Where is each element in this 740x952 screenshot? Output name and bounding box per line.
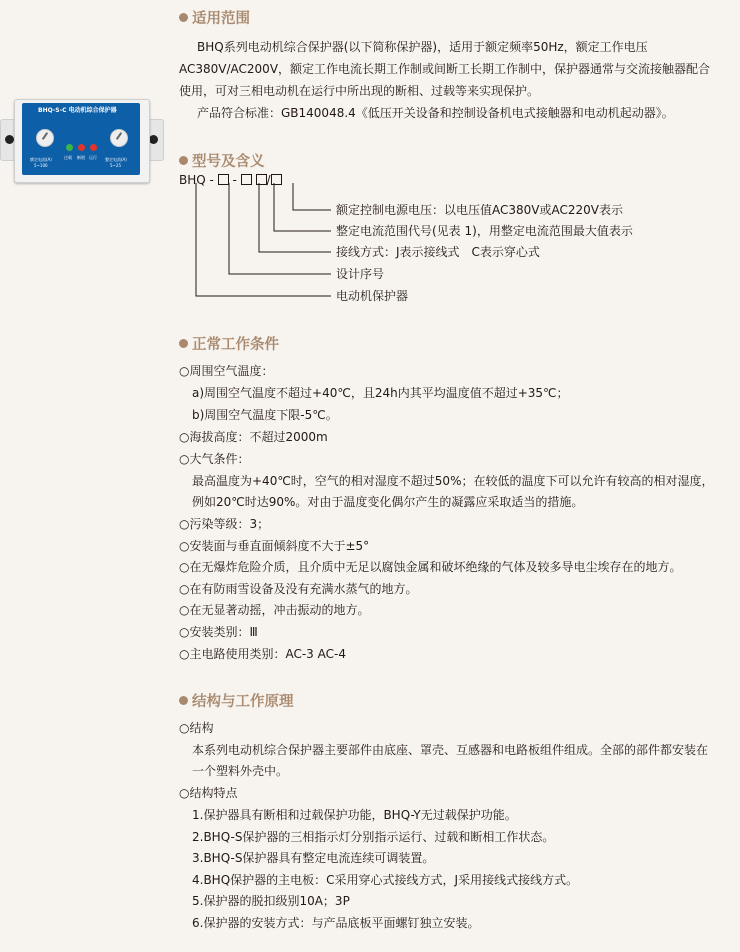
screw-hole-icon [5,135,14,144]
condition-line-5: ○大气条件： [179,452,250,466]
led-label-3: 运行 [89,155,97,160]
knob-left-label: 额定电流(A) [30,157,52,162]
model-code-sep: - [232,173,237,187]
device-panel [22,103,140,175]
bracket-line-3 [259,183,331,252]
condition-line-6: 最高温度为+40℃时，空气的相对湿度不超过50%；在较低的温度下可以允许有较高的相对湿度， [192,474,714,488]
condition-line-3: b)周围空气温度下限-5℃。 [192,408,338,422]
condition-line-13: ○安装类别：Ⅲ [179,625,258,639]
knob-right-label: 整定电流(A) [105,157,127,162]
bullet-dot-icon [179,339,188,348]
model-code-slash: / [266,173,271,187]
condition-line-7: 例如20℃时达90%。对由于温度变化偶尔产生的凝露应采取适当的措施。 [192,495,584,509]
condition-line-12: ○在无显著动摇，冲击振动的地方。 [179,603,370,617]
section-title-conditions: 正常工作条件 [179,333,279,354]
structure-line-5: 1.保护器具有断相和过载保护功能，BHQ-Y无过载保护功能。 [192,808,517,822]
knob-right-icon [110,129,128,147]
condition-line-11: ○在有防雨雪设备及没有充满水蒸气的地方。 [179,582,418,596]
section1-line-3: 使用，可对三相电动机在运行中所出现的断相、过载等来实现保护。 [179,84,540,98]
model-item-2: 整定电流范围代号(见表 1)，用整定电流范围最大值表示 [336,224,633,238]
device-model-label: BHQ-S-C 电动机综合保护器 [38,107,117,114]
led-label-1: 过载 [64,155,72,160]
section1-line-4: 产品符合标准：GB140048.4《低压开关设备和控制设备机电式接触器和电动机起动器》。 [197,106,674,120]
model-bracket-lines [185,183,335,303]
section-title-scope: 适用范围 [179,7,250,28]
bracket-line-5 [196,183,331,296]
knob-right-range: 5~25 [110,163,121,168]
screw-hole-icon [149,135,158,144]
led-green-icon [66,144,73,151]
section-title-structure: 结构与工作原理 [179,690,294,711]
led-red-icon [90,144,97,151]
condition-line-8: ○污染等级：3； [179,517,270,531]
condition-line-9: ○安装面与垂直面倾斜度不大于±5° [179,539,370,553]
bracket-line-4 [229,183,331,274]
condition-line-10: ○在无爆炸危险介质，且介质中无足以腐蚀金属和破坏绝缘的气体及较多导电尘埃存在的地方。 [179,560,682,574]
condition-line-2: a)周围空气温度不超过+40℃，且24h内其平均温度值不超过+35℃； [192,386,569,400]
structure-line-9: 5.保护器的脱扣级别10A；3P [192,894,350,908]
section1-line-2: AC380V/AC200V，额定工作电流长期工作制或间断工长期工作制中，保护器通常与交流接触器配合 [179,62,711,76]
bullet-dot-icon [179,156,188,165]
bullet-dot-icon [179,13,188,22]
bracket-line-1 [293,183,331,210]
structure-line-4: ○结构特点 [179,786,238,800]
knob-left-range: 5~100 [34,163,48,168]
model-item-3: 接线方式：J表示接线式 C表示穿心式 [336,245,540,259]
condition-line-14: ○主电路使用类别：AC-3 AC-4 [179,647,346,661]
model-item-4: 设计序号 [336,267,385,281]
structure-line-10: 6.保护器的安装方式：与产品底板平面螺钉独立安装。 [192,916,480,930]
bullet-dot-icon [179,696,188,705]
knob-left-icon [36,129,54,147]
structure-line-8: 4.BHQ保护器的主电板：C采用穿心式接线方式，J采用接线式接线方式。 [192,873,579,887]
structure-line-3: 一个塑料外壳中。 [192,764,289,778]
product-image [0,97,164,185]
section1-line-1: BHQ系列电动机综合保护器(以下简称保护器)，适用于额定频率50Hz，额定工作电压 [197,40,648,54]
structure-line-6: 2.BHQ-S保护器的三相指示灯分别指示运行、过载和断相工作状态。 [192,830,555,844]
structure-line-7: 3.BHQ-S保护器具有整定电流连续可调装置。 [192,851,435,865]
model-item-5: 电动机保护器 [336,289,409,303]
bracket-line-2 [274,183,331,231]
condition-line-4: ○海拔高度：不超过2000m [179,430,328,444]
model-item-1: 额定控制电源电压：以电压值AC380V或AC220V表示 [336,203,623,217]
led-label-2: 断相 [77,155,85,160]
condition-line-1: ○周围空气温度： [179,364,274,378]
structure-line-2: 本系列电动机综合保护器主要部件由底座、罩壳、互感器和电路板组件组成。全部的部件都安装在 [192,743,709,757]
section-title-model: 型号及含义 [179,150,265,171]
led-red-icon [78,144,85,151]
model-code-prefix: BHQ - [179,173,214,187]
structure-line-1: ○结构 [179,721,214,735]
